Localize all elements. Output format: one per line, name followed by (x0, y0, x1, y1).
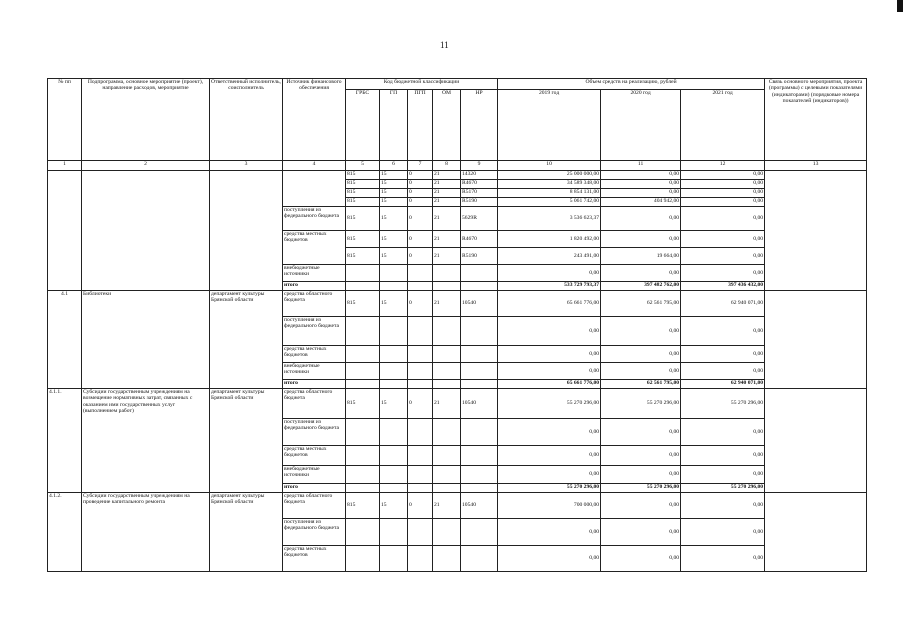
pgp-cell: 0 (408, 389, 433, 419)
om-cell: 21 (433, 207, 461, 231)
amount-2021: 0,00 (681, 446, 765, 466)
om-cell: 21 (433, 231, 461, 248)
amount-2021: 0,00 (681, 363, 765, 380)
measure-name: Субсидии государственным учреждениям на возмещение нормативных затрат, связанных с оказанием ими государственных услуг (выполнением работ) (82, 389, 210, 493)
amount-2020: 0,00 (601, 519, 681, 546)
header-om: ОМ (433, 90, 461, 161)
amount-2020: 0,00 (601, 546, 681, 572)
amount-2020: 0,00 (601, 171, 681, 180)
source-cell: средства областного бюджета (283, 493, 346, 519)
source-cell: поступления из федерального бюджета (283, 317, 346, 346)
col-number: 7 (408, 161, 433, 171)
column-number-row (48, 161, 867, 171)
col-number: 2 (82, 161, 210, 171)
col-number: 9 (461, 161, 498, 171)
source-cell: внебюджетные источники (283, 265, 346, 282)
om-cell: 21 (433, 189, 461, 198)
col-number: 1 (48, 161, 82, 171)
amount-2021: 0,00 (681, 180, 765, 189)
grbs-cell: 815 (346, 198, 380, 207)
header-nr: НР (461, 90, 498, 161)
pgp-cell: 0 (408, 291, 433, 317)
amount-2021: 0,00 (681, 248, 765, 265)
amount-2021: 0,00 (681, 231, 765, 248)
amount-2019: 55 270 296,00 (498, 389, 601, 419)
nr-cell: R5190 (461, 248, 498, 265)
amount-2021: 0,00 (681, 493, 765, 519)
amount-2020: 0,00 (601, 317, 681, 346)
amount-2021: 62 940 071,00 (681, 291, 765, 317)
amount-2021: 0,00 (681, 519, 765, 546)
amount-2019: 5 061 742,00 (498, 198, 601, 207)
source-cell: внебюджетные источники (283, 363, 346, 380)
pgp-cell: 0 (408, 198, 433, 207)
amount-2019: 55 270 296,00 (498, 484, 601, 493)
executor-cell: департамент культуры Брянской области (210, 291, 283, 389)
pgp-cell: 0 (408, 180, 433, 189)
col-number: 12 (681, 161, 765, 171)
source-cell: средства местных бюджетов (283, 546, 346, 572)
pgp-cell: 0 (408, 207, 433, 231)
amount-2019: 700 000,00 (498, 493, 601, 519)
amount-2019: 0,00 (498, 419, 601, 446)
amount-2019: 65 661 776,00 (498, 380, 601, 389)
amount-2020: 55 270 296,00 (601, 389, 681, 419)
col-number: 3 (210, 161, 283, 171)
col-number: 10 (498, 161, 601, 171)
pgp-cell: 0 (408, 171, 433, 180)
nr-cell: 10540 (461, 389, 498, 419)
amount-2019: 65 661 776,00 (498, 291, 601, 317)
header-executor: Ответственный исполнитель, соисполнитель (210, 79, 283, 161)
source-cell: поступления из федерального бюджета (283, 419, 346, 446)
amount-2020: 0,00 (601, 189, 681, 198)
amount-2020: 0,00 (601, 493, 681, 519)
amount-2019: 0,00 (498, 446, 601, 466)
source-cell: средства областного бюджета (283, 291, 346, 317)
om-cell: 21 (433, 291, 461, 317)
nr-cell: R4670 (461, 231, 498, 248)
row-number: 4.1 (48, 291, 82, 389)
om-cell: 21 (433, 389, 461, 419)
source-cell: средства областного бюджета (283, 389, 346, 419)
page-number: 11 (440, 40, 449, 50)
col-number: 8 (433, 161, 461, 171)
gp-cell: 15 (380, 189, 408, 198)
amount-2021: 0,00 (681, 265, 765, 282)
table-row (48, 493, 867, 519)
amount-2020: 62 561 795,00 (601, 291, 681, 317)
om-cell: 21 (433, 171, 461, 180)
executor-cell: департамент культуры Брянской области (210, 389, 283, 493)
col-number: 13 (765, 161, 867, 171)
amount-2019: 0,00 (498, 265, 601, 282)
amount-2019: 34 589 348,00 (498, 180, 601, 189)
header-num: № пп (48, 79, 82, 161)
om-cell: 21 (433, 248, 461, 265)
gp-cell: 15 (380, 231, 408, 248)
nr-cell: 5629R (461, 207, 498, 231)
header-source: Источник финансового обеспечения (283, 79, 346, 161)
gp-cell: 15 (380, 248, 408, 265)
amount-2021: 55 270 296,00 (681, 484, 765, 493)
amount-2019: 0,00 (498, 346, 601, 363)
amount-2019: 0,00 (498, 363, 601, 380)
amount-2021: 0,00 (681, 198, 765, 207)
pgp-cell: 0 (408, 248, 433, 265)
grbs-cell: 815 (346, 180, 380, 189)
grbs-cell: 815 (346, 248, 380, 265)
grbs-cell: 815 (346, 231, 380, 248)
measure-name: Библиотеки (82, 291, 210, 389)
table-row (48, 389, 867, 419)
amount-2020: 62 561 795,00 (601, 380, 681, 389)
amount-2021: 0,00 (681, 346, 765, 363)
amount-2021: 0,00 (681, 207, 765, 231)
amount-2019: 0,00 (498, 317, 601, 346)
header-link: Связь основного мероприятия, проекта (программы) с целевыми показателями (индикаторами) (порядковые номера показателей (индикаторов)) (765, 79, 867, 161)
header-2019: 2019 год (498, 90, 601, 161)
amount-2021: 62 940 071,00 (681, 380, 765, 389)
grbs-cell: 815 (346, 189, 380, 198)
nr-cell: 14320 (461, 171, 498, 180)
amount-2019: 533 729 793,37 (498, 282, 601, 291)
nr-cell: 10540 (461, 291, 498, 317)
header-grbs: ГРБС (346, 90, 380, 161)
source-cell: поступления из федерального бюджета (283, 207, 346, 231)
om-cell: 21 (433, 198, 461, 207)
amount-2019: 0,00 (498, 546, 601, 572)
amount-2020: 404 942,00 (601, 198, 681, 207)
amount-2020: 0,00 (601, 265, 681, 282)
amount-2021: 397 436 432,00 (681, 282, 765, 291)
source-cell: итого (283, 484, 346, 493)
amount-2020: 0,00 (601, 231, 681, 248)
amount-2020: 0,00 (601, 419, 681, 446)
amount-2020: 19 664,00 (601, 248, 681, 265)
header-2021: 2021 год (681, 90, 765, 161)
amount-2021: 0,00 (681, 546, 765, 572)
amount-2020: 0,00 (601, 180, 681, 189)
source-cell: средства местных бюджетов (283, 446, 346, 466)
om-cell: 21 (433, 493, 461, 519)
pgp-cell: 0 (408, 189, 433, 198)
amount-2021: 55 270 296,00 (681, 389, 765, 419)
pgp-cell: 0 (408, 231, 433, 248)
grbs-cell: 815 (346, 171, 380, 180)
grbs-cell: 815 (346, 291, 380, 317)
header-subprogram: Подпрограмма, основное мероприятие (проект), направление расходов, мероприятие (82, 79, 210, 161)
executor-cell: департамент культуры Брянской области (210, 493, 283, 572)
source-cell: итого (283, 282, 346, 291)
grbs-cell: 815 (346, 389, 380, 419)
amount-2021: 0,00 (681, 171, 765, 180)
nr-cell: 10540 (461, 493, 498, 519)
col-number: 5 (346, 161, 380, 171)
source-cell: поступления из федерального бюджета (283, 519, 346, 546)
amount-2019: 0,00 (498, 519, 601, 546)
amount-2020: 0,00 (601, 363, 681, 380)
amount-2019: 0,00 (498, 466, 601, 484)
gp-cell: 15 (380, 493, 408, 519)
grbs-cell: 815 (346, 493, 380, 519)
budget-table (47, 78, 867, 572)
source-cell: средства местных бюджетов (283, 231, 346, 265)
scan-edge-mark (897, 0, 903, 12)
amount-2019: 3 536 623,37 (498, 207, 601, 231)
gp-cell: 15 (380, 291, 408, 317)
amount-2019: 8 854 131,00 (498, 189, 601, 198)
amount-2020: 55 270 296,00 (601, 484, 681, 493)
header-pgp: ПГП (408, 90, 433, 161)
amount-2020: 0,00 (601, 446, 681, 466)
amount-2021: 0,00 (681, 466, 765, 484)
gp-cell: 15 (380, 171, 408, 180)
om-cell: 21 (433, 180, 461, 189)
gp-cell: 15 (380, 180, 408, 189)
amount-2019: 243 491,00 (498, 248, 601, 265)
source-cell: внебюджетные источники (283, 466, 346, 484)
nr-cell: R5170 (461, 189, 498, 198)
source-cell: итого (283, 380, 346, 389)
table-row (48, 171, 867, 180)
grbs-cell: 815 (346, 207, 380, 231)
gp-cell: 15 (380, 198, 408, 207)
source-cell: средства местных бюджетов (283, 346, 346, 363)
col-number: 6 (380, 161, 408, 171)
amount-2019: 1 820 492,00 (498, 231, 601, 248)
table-row (48, 291, 867, 317)
amount-2019: 25 000 000,00 (498, 171, 601, 180)
amount-2021: 0,00 (681, 189, 765, 198)
gp-cell: 15 (380, 389, 408, 419)
col-number: 11 (601, 161, 681, 171)
row-number: 4.1.2. (48, 493, 82, 572)
measure-name: Субсидии государственным учреждениям на проведение капитального ремонта (82, 493, 210, 572)
nr-cell: R5190 (461, 198, 498, 207)
amount-2020: 397 482 762,00 (601, 282, 681, 291)
gp-cell: 15 (380, 207, 408, 231)
row-number: 4.1.1. (48, 389, 82, 493)
amount-2020: 0,00 (601, 346, 681, 363)
amount-2021: 0,00 (681, 419, 765, 446)
amount-2021: 0,00 (681, 317, 765, 346)
header-amount: Объем средств на реализацию, рублей (498, 79, 765, 90)
pgp-cell: 0 (408, 493, 433, 519)
amount-2020: 0,00 (601, 207, 681, 231)
header-budget-code: Код бюджетной классификации (346, 79, 498, 90)
amount-2020: 0,00 (601, 466, 681, 484)
header-gp: ГП (380, 90, 408, 161)
nr-cell: R4670 (461, 180, 498, 189)
col-number: 4 (283, 161, 346, 171)
header-2020: 2020 год (601, 90, 681, 161)
